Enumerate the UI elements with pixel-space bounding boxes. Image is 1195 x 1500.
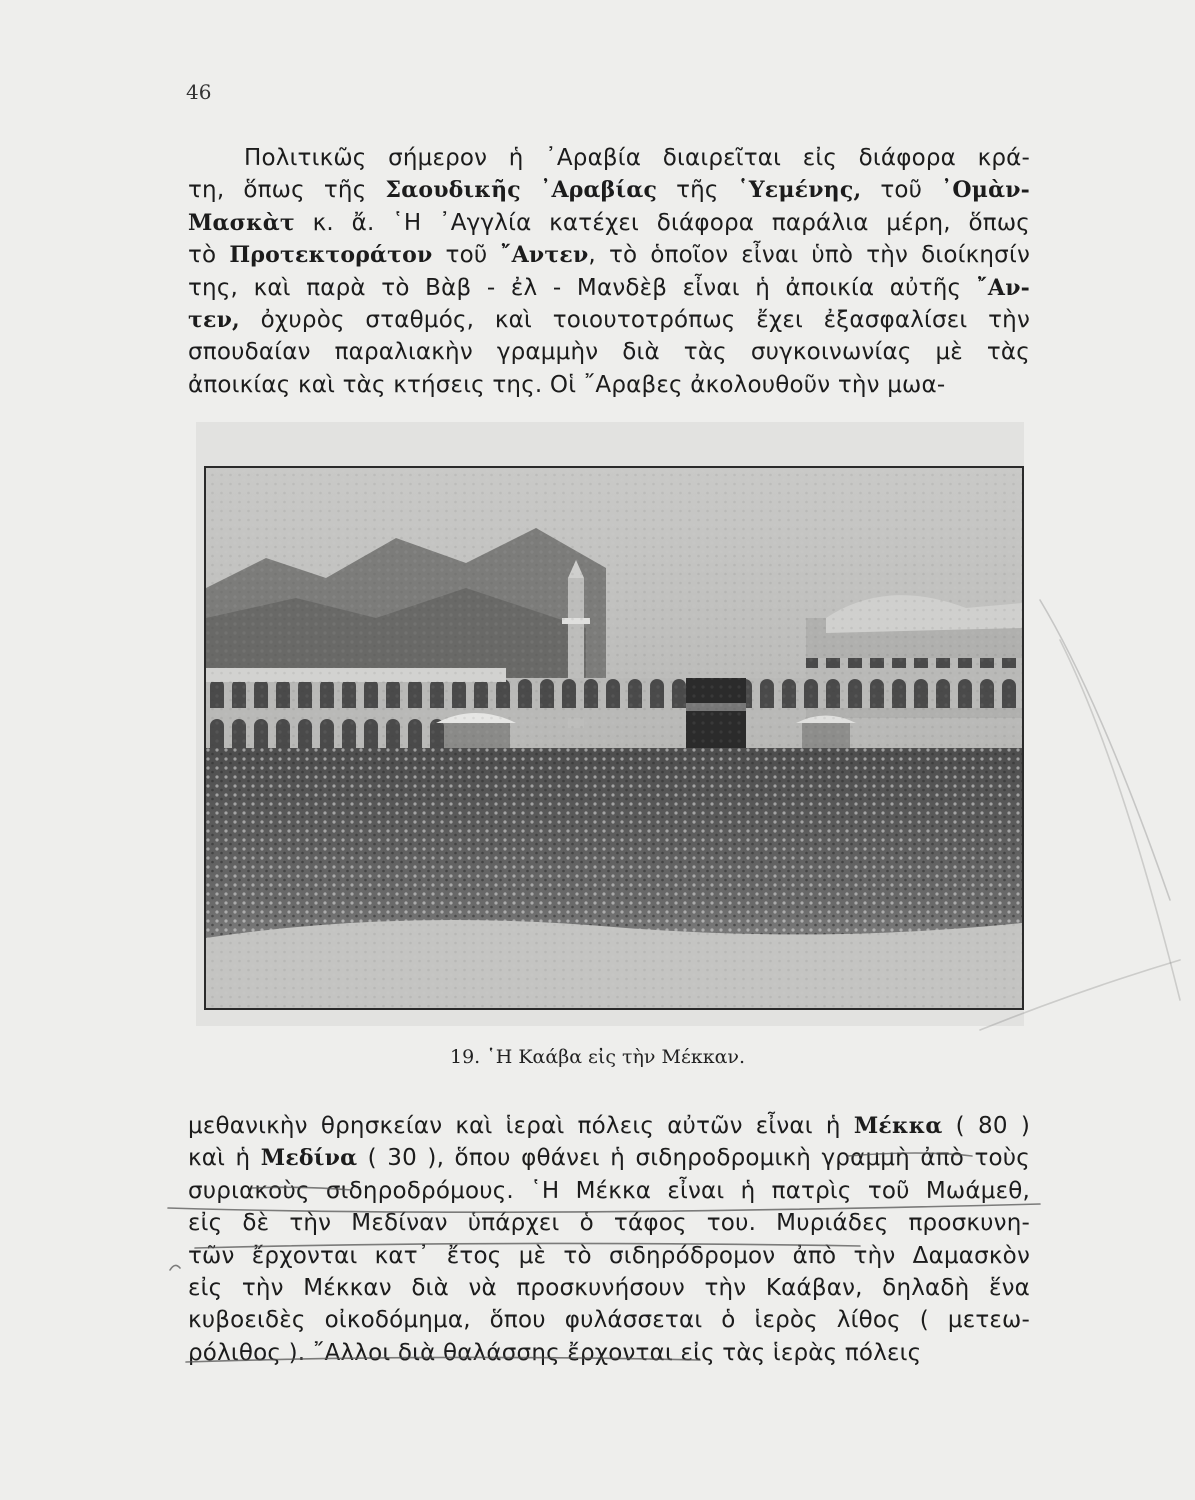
text-run: σπουδαίαν παραλιακὴν γραμμὴν διὰ τὰς συγκοινωνίας μὲ τὰς [188,339,1030,366]
text-run: τοῦ [432,242,501,269]
text-line [188,142,1030,174]
text-line [188,304,1030,336]
text-run: κυβοειδὲς οἰκοδόμημα, ὅπου φυλάσσεται ὁ ἱερὸς λίθος ( μετεω- [188,1307,1030,1334]
text-run: τῆς [657,177,738,204]
bold-term: Προτεκτοράτον [229,242,433,269]
bold-term: ῎Αντεν [500,242,589,269]
text-run: ρόλιθος ). ῎Αλλοι διὰ θαλάσσης ἔρχονται εἰς τὰς ἱερὰς πόλεις [188,1339,922,1366]
text-line [188,272,1030,304]
text-run: , τὸ ὁποῖον εἶναι ὑπὸ τὴν διοίκησίν [588,242,1030,269]
text-run: της, καὶ παρὰ τὸ Βὰβ - ἐλ - Μανδὲβ εἶναι ἡ ἀποικία αὐτῆς [188,274,977,301]
text-run: τοῦ [861,177,942,204]
margin-stroke-1 [1040,600,1170,900]
text-run: κ. ἄ. ῾Η ᾽Αγγλία κατέχει διάφορα παράλια μέρη, ὅπως [294,209,1030,236]
text-run: Πολιτικῶς σήμερον ἡ ᾿Αραβία διαιρεῖται εἰς διάφορα κρά- [244,145,1030,171]
text-run: ( 80 ) [942,1113,1030,1139]
top-paragraph [188,142,1030,401]
text-line [188,239,1030,271]
text-line [188,369,1030,401]
text-line [188,1240,1030,1272]
text-run: τη, ὅπως τῆς [188,177,386,204]
margin-mark [170,1265,180,1270]
text-run: καὶ ἡ [188,1145,261,1172]
text-line [188,1272,1030,1304]
bold-term: Μέκκα [853,1113,943,1139]
text-line [188,1207,1030,1239]
text-line [188,336,1030,368]
text-line [188,1337,1030,1369]
text-line [188,1110,1030,1142]
bottom-paragraph [188,1110,1030,1369]
text-line [188,1175,1030,1207]
bold-term: τεν, [188,306,240,333]
text-run: ὀχυρὸς σταθμός, καὶ τοιουτοτρόπως ἔχει ἐξασφαλίσει τὴν [239,306,1030,333]
bold-term: ῎Αν- [976,274,1030,301]
page-number: 46 [186,80,212,104]
text-run: μεθανικὴν θρησκείαν καὶ ἱεραὶ πόλεις αὐτῶν εἶναι ἡ [188,1113,854,1139]
text-run: τὸ [188,242,230,269]
text-run: ἀποικίας καὶ τὰς κτήσεις της. Οἱ ῎Αραβες ἀκολουθοῦν τὴν μωα- [188,371,946,398]
kaaba-photo [204,466,1024,1010]
bold-term: ᾽Ομὰν- [941,177,1030,204]
text-line [188,207,1030,239]
text-run: συριακοὺς σιδηροδρόμους. ῾Η Μέκκα εἶναι ἡ πατρὶς τοῦ Μωάμεθ, [188,1177,1030,1204]
text-run: ( 30 ), ὅπου φθάνει ἡ σιδηροδρομικὴ γραμμὴ ἀπὸ τοὺς [357,1145,1030,1172]
bold-term: Μασκὰτ [188,209,295,236]
text-run: εἰς δὲ τὴν Μεδίναν ὑπάρχει ὁ τάφος του. Μυριάδες προσκυνη- [188,1210,1030,1237]
figure-caption: 19. ῾Η Καάβα εἰς τὴν Μέκκαν. [449,1046,745,1068]
text-run: εἰς τὴν Μέκκαν διὰ νὰ προσκυνήσουν τὴν Καάβαν, δηλαδὴ ἕνα [188,1274,1030,1301]
text-line [188,1304,1030,1336]
text-line [188,1142,1030,1174]
bold-term: Μεδίνα [260,1145,358,1172]
text-run: τῶν ἔρχονται κατ᾽ ἔτος μὲ τὸ σιδηρόδρομον ἀπὸ τὴν Δαμασκὸν [188,1242,1030,1269]
margin-stroke-2 [1060,640,1180,1000]
bold-term: ῾Υεμένης, [737,177,862,204]
bold-term: Σαουδικῆς ᾽Αραβίας [385,177,658,204]
text-line [188,174,1030,206]
